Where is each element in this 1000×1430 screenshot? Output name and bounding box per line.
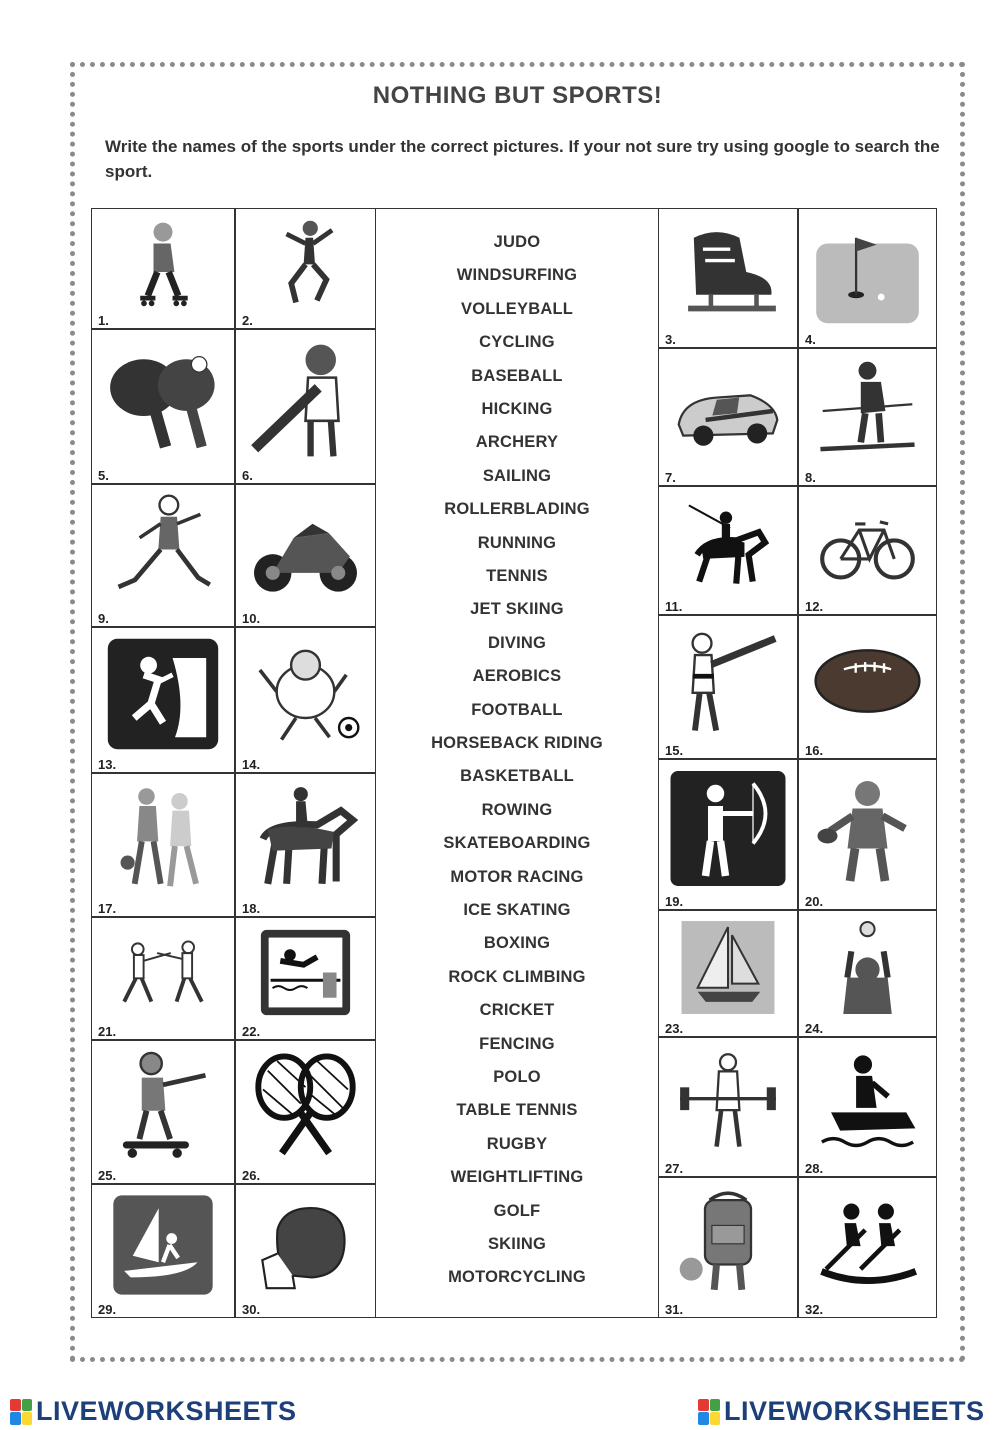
cell-number: 27.: [665, 1161, 684, 1176]
cell-number: 12.: [805, 599, 824, 614]
cell-number: 11.: [665, 599, 683, 614]
cell-number: 18.: [242, 901, 261, 916]
picture-cell-29: [91, 1184, 235, 1318]
runner-icon: [98, 491, 228, 608]
picture-cell-19: [658, 759, 798, 910]
cell-number: 16.: [805, 743, 824, 758]
picture-cell-16: [798, 615, 937, 759]
picture-cell-5: [91, 329, 235, 484]
cricket-player-icon: [242, 336, 369, 465]
word-bank-item: SKATEBOARDING: [443, 834, 591, 853]
basketball-players-icon: [98, 780, 228, 898]
picture-cell-20: [798, 759, 937, 910]
picture-cell-22: [235, 917, 376, 1040]
word-bank-item: GOLF: [493, 1201, 541, 1220]
word-bank-item: CYCLING: [479, 333, 555, 352]
cell-number: 31.: [665, 1302, 684, 1317]
picture-cell-27: [658, 1037, 798, 1177]
cell-number: 26.: [242, 1168, 261, 1183]
cell-number: 19.: [665, 894, 684, 909]
tennis-rackets-icon: [242, 1047, 369, 1165]
cell-number: 3.: [665, 332, 676, 347]
cell-number: 29.: [98, 1302, 117, 1317]
word-bank-item: ROCK CLIMBING: [448, 967, 586, 986]
cell-number: 24.: [805, 1021, 824, 1036]
word-bank-item: SKIING: [487, 1235, 547, 1253]
cell-number: 5.: [98, 468, 109, 483]
baseball-catcher-icon: [805, 766, 930, 891]
word-bank-item: MOTOR RACING: [450, 867, 584, 886]
picture-cell-17: [91, 773, 235, 917]
cell-number: 6.: [242, 468, 253, 483]
cell-number: 17.: [98, 901, 117, 916]
word-bank-item: RUGBY: [486, 1134, 548, 1153]
cell-number: 15.: [665, 743, 684, 758]
word-bank-item: BOXING: [483, 934, 551, 953]
picture-cell-21: [91, 917, 235, 1040]
footer-brand-text: LIVEWORKSHEETS: [724, 1396, 985, 1426]
boxing-glove-icon: [242, 1191, 369, 1299]
word-bank-item: JET SKIING: [470, 600, 564, 619]
volleyball-player-icon: [805, 917, 930, 1018]
word-bank-item: ICE SKATING: [463, 901, 571, 919]
windsurfing-sign-icon: [98, 1191, 228, 1299]
footer-brand-right: [698, 1396, 985, 1427]
picture-cell-7: [658, 348, 798, 486]
picture-cell-30: [235, 1184, 376, 1318]
race-car-icon: [665, 355, 791, 467]
picture-cell-32: [798, 1177, 937, 1318]
word-bank-item: FOOTBALL: [471, 700, 563, 719]
skateboarder-icon: [98, 1047, 228, 1165]
picture-cell-15: [658, 615, 798, 759]
word-bank-item: MOTORCYCLING: [448, 1268, 586, 1287]
word-bank-item: AEROBICS: [472, 667, 562, 686]
picture-cell-10: [235, 484, 376, 627]
picture-cell-25: [91, 1040, 235, 1184]
word-bank-item: RUNNING: [477, 533, 557, 552]
ice-skate-icon: [665, 215, 791, 329]
word-bank: [376, 208, 658, 1318]
jet-ski-icon: [805, 1044, 930, 1158]
word-bank-item: HORSEBACK RIDING: [431, 734, 603, 752]
word-bank-item: TABLE TENNIS: [456, 1101, 578, 1120]
footer-brand-left: [10, 1396, 297, 1427]
liveworksheets-logo-icon: [10, 1399, 32, 1425]
cell-number: 21.: [98, 1024, 117, 1039]
football-cartoon-icon: [242, 634, 369, 754]
picture-cell-26: [235, 1040, 376, 1184]
word-bank-item: BASEBALL: [471, 366, 563, 385]
picture-cell-13: [91, 627, 235, 773]
word-bank-item: BASKETBALL: [460, 767, 574, 786]
picture-cell-8: [798, 348, 937, 486]
weightlifter-icon: [665, 1044, 791, 1158]
rock-climbing-sign-icon: [98, 634, 228, 754]
cell-number: 9.: [98, 611, 109, 626]
word-bank-item: ARCHERY: [475, 433, 559, 452]
diving-sign-icon: [242, 924, 369, 1021]
picture-cell-9: [91, 484, 235, 627]
word-bank-item: WINDSURFING: [456, 266, 578, 285]
cell-number: 14.: [242, 757, 261, 772]
picture-cell-31: [658, 1177, 798, 1318]
cell-number: 20.: [805, 894, 824, 909]
cell-number: 30.: [242, 1302, 261, 1317]
rollerblader-icon: [98, 215, 228, 310]
word-bank-item: CRICKET: [479, 1001, 555, 1020]
sailboat-icon: [665, 917, 791, 1018]
golf-hole-icon: [805, 215, 930, 329]
cell-number: 32.: [805, 1302, 824, 1317]
cell-number: 10.: [242, 611, 261, 626]
cell-number: 22.: [242, 1024, 261, 1039]
word-bank-item: POLO: [493, 1068, 541, 1086]
judo-kick-icon: [665, 622, 791, 740]
polo-rider-icon: [665, 493, 791, 596]
instructions-text: Write the names of the sports under the correct pictures. If your not sure try using google to search the sport.: [105, 137, 940, 181]
picture-cell-2: [235, 208, 376, 329]
cell-number: 13.: [98, 757, 117, 772]
cell-number: 8.: [805, 470, 816, 485]
picture-cell-11: [658, 486, 798, 615]
footer-brand-text: LIVEWORKSHEETS: [36, 1396, 297, 1426]
cell-number: 28.: [805, 1161, 824, 1176]
cell-number: 4.: [805, 332, 816, 347]
worksheet: [70, 62, 965, 1362]
cell-number: 23.: [665, 1021, 684, 1036]
picture-cell-3: [658, 208, 798, 348]
word-bank-item: DIVING: [487, 633, 547, 652]
picture-cell-18: [235, 773, 376, 917]
archery-sign-icon: [665, 766, 791, 891]
word-bank-item: ROWING: [481, 800, 553, 819]
word-bank-item: WEIGHTLIFTING: [450, 1168, 584, 1187]
cell-number: 1.: [98, 313, 109, 328]
rowing-sign-icon: [805, 1184, 930, 1299]
word-bank-item: SAILING: [482, 466, 552, 485]
word-bank-item: FENCING: [479, 1034, 555, 1053]
bicycle-icon: [805, 493, 930, 596]
page-title: NOTHING BUT SPORTS!: [372, 82, 663, 109]
liveworksheets-logo-icon: [698, 1399, 720, 1425]
word-bank-item: VOLLEYBALL: [461, 299, 573, 318]
word-bank-item: JUDO: [493, 233, 541, 251]
aerobics-woman-icon: [242, 215, 369, 310]
cell-number: 25.: [98, 1168, 117, 1183]
horse-rider-icon: [242, 780, 369, 898]
picture-cell-12: [798, 486, 937, 615]
skier-icon: [805, 355, 930, 467]
motorcycle-icon: [242, 491, 369, 608]
table-tennis-paddles-icon: [98, 336, 228, 465]
word-bank-item: HICKING: [481, 400, 553, 418]
picture-cell-28: [798, 1037, 937, 1177]
cell-number: 2.: [242, 313, 253, 328]
hiking-backpack-icon: [665, 1184, 791, 1299]
fencers-icon: [98, 924, 228, 1021]
picture-cell-4: [798, 208, 937, 348]
picture-cell-24: [798, 910, 937, 1037]
picture-cell-23: [658, 910, 798, 1037]
word-bank-item: ROLLERBLADING: [444, 500, 590, 519]
cell-number: 7.: [665, 470, 676, 485]
picture-cell-14: [235, 627, 376, 773]
rugby-ball-icon: [805, 622, 930, 740]
picture-cell-6: [235, 329, 376, 484]
word-bank-item: TENNIS: [486, 567, 548, 585]
picture-cell-1: [91, 208, 235, 329]
